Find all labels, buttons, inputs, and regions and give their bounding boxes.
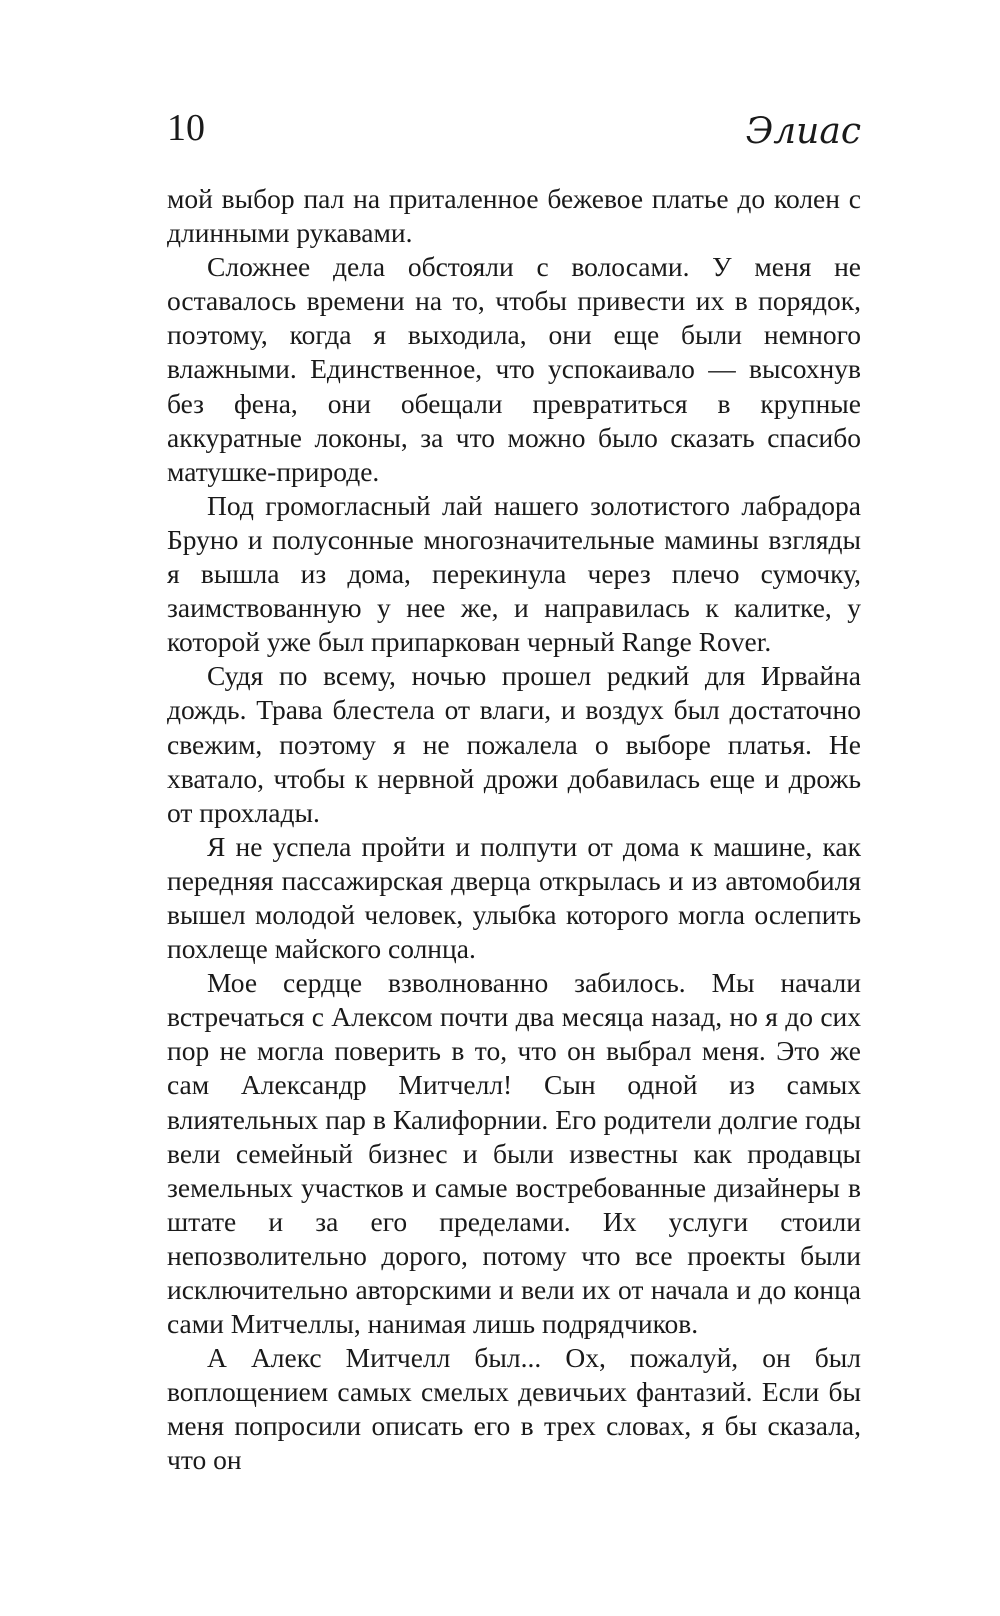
body-text — [167, 182, 861, 1478]
paragraph: мой выбор пал на приталенное бежевое платье до колен с длинными рукавами. — [167, 183, 861, 249]
page-number: 10 — [167, 107, 205, 149]
book-page — [167, 100, 861, 1580]
paragraph: Мое сердце взволнованно забилось. Мы начали встречаться с Алексом почти два месяца назад, но я до сих пор не могла поверить в то, что он выбрал меня. Это же сам Александр Митчелл! Сын одной из самых влиятельных пар в Калифорнии. Его родители долгие годы вели семейный бизнес и были известны как продавцы земельных участков и самые востребованные дизайнеры в штате и за его пределами. Их услуги стоили непозволительно дорого, потому что все проекты были исключительно авторскими и вели их от начала и до конца сами Митчеллы, нанимая лишь подрядчиков. — [167, 967, 861, 1340]
page-header — [167, 100, 861, 182]
paragraph: А Алекс Митчелл был... Ох, пожалуй, он был воплощением самых смелых девичьих фантазий. Если бы меня попросили описать его в трех словах, я бы сказала, что он — [167, 1342, 861, 1476]
paragraph: Под громогласный лай нашего золотистого лабрадора Бруно и полусонные многозначительные мамины взгляды я вышла из дома, перекинула через плечо сумочку, заимствованную у нее же, и направилась к калитке, у которой уже был припаркован черный Range Rover. — [167, 489, 861, 658]
paragraph: Судя по всему, ночью прошел редкий для Ирвайна дождь. Трава блестела от влаги, и воздух был достаточно свежим, поэтому я не пожалела о выборе платья. Не хватало, чтобы к нервной дрожи добавилась еще и дрожь от прохлады. — [167, 660, 861, 828]
running-head: Элиас — [745, 111, 861, 152]
paragraph: Сложнее дела обстояли с волосами. У меня не оставалось времени на то, чтобы привести их в порядок, поэтому, когда я выходила, они еще были немного влажными. Единственное, что успокаивало — высохнув без фена, они обещали превратиться в крупные аккуратные локоны, за что можно было сказать спасибо матушке-природе. — [167, 251, 861, 487]
paragraph: Я не успела пройти и полпути от дома к машине, как передняя пассажирская дверца открылась и из автомобиля вышел молодой человек, улыбка которого могла ослепить похлеще майского солнца. — [167, 830, 861, 965]
